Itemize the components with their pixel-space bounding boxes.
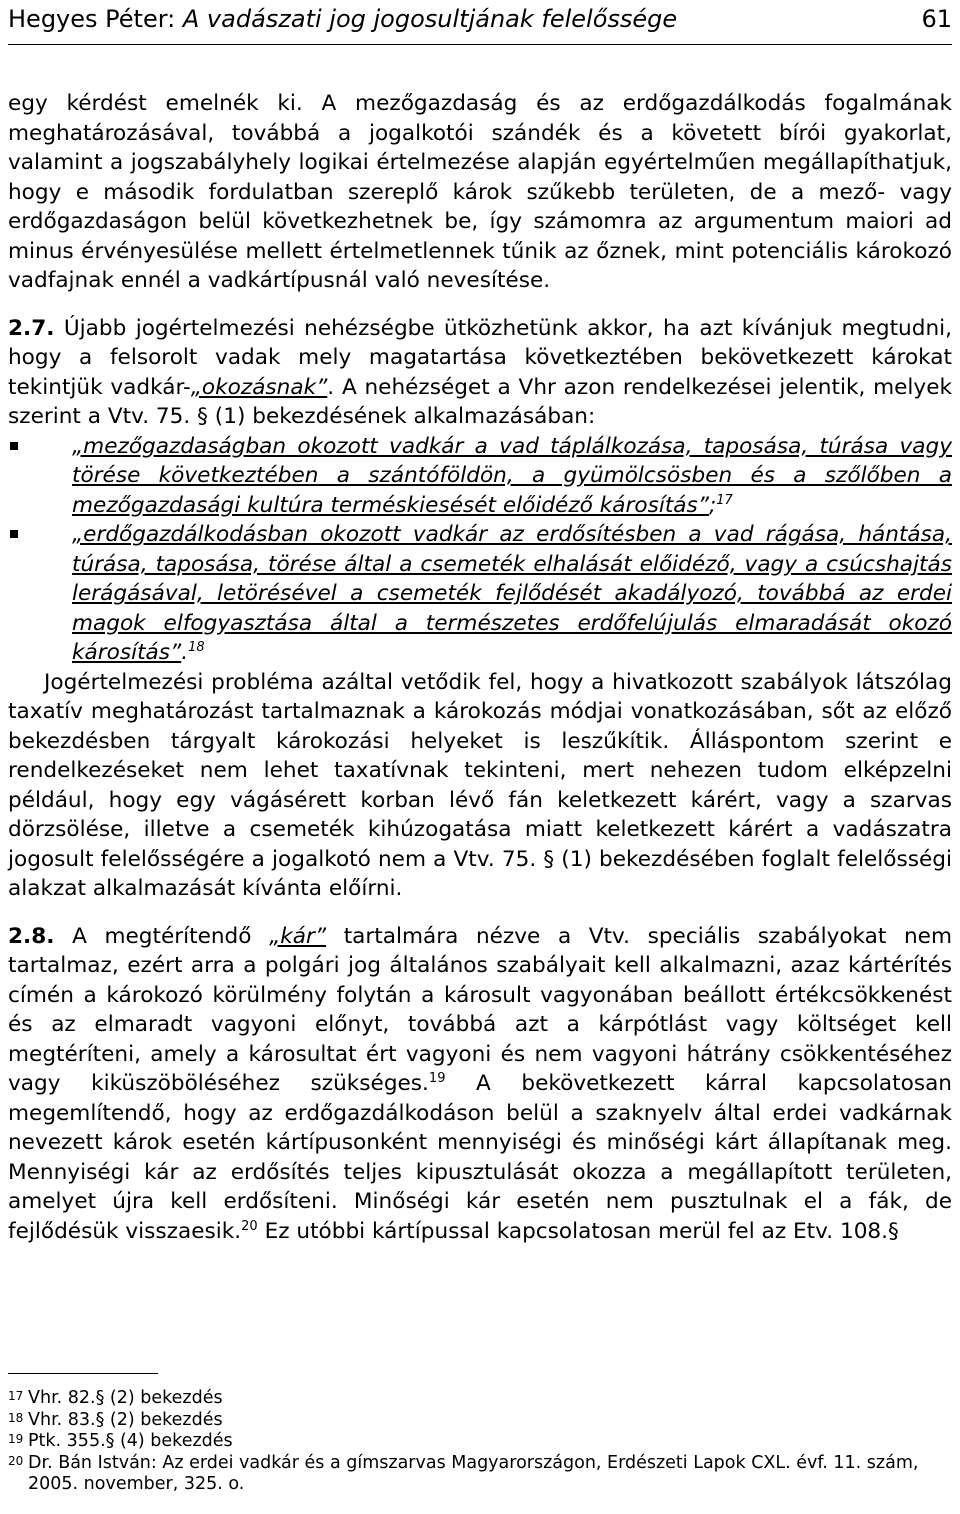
section-2-7 — [8, 314, 952, 432]
body-text — [8, 89, 952, 1246]
paragraph-3: Jogértelmezési probléma azáltal vetődik fel, hogy a hivatkozott szabályok látszólag taxatív meghatározást tartalmaznak a károkozás módjai vonatkozásában, sőt az előző bekezdésben tárgyalt károkozási helyeket is leszűkítik. Álláspontom szerint e rendelkezéseket nem lehet taxatívnak tekinteni, mert nehezen tudom elképzelni például, hogy egy vágásérett korban lévő fán keletkezett kárért, vagy a szarvas dörzsölése, illetve a csemeték kihúzogatása miatt keletkezett kárért a vadászatra jogosult felelősségére a jogalkotó nem a Vtv. 75. § (1) bekezdésében foglalt felelősségi alakzat alkalmazását kívánta előírni. — [8, 669, 952, 901]
emphasis-term: „kár” — [269, 923, 327, 949]
section-text: Ez utóbbi kártípussal kapcsolatosan merül fel az Etv. 108.§ — [257, 1218, 899, 1244]
footnote-ref[interactable]: 20 — [241, 1218, 258, 1234]
section-text: A megtérítendő — [54, 923, 270, 949]
running-title — [8, 2, 677, 36]
page-number: 61 — [921, 5, 952, 33]
footnote-separator — [8, 1373, 158, 1374]
footnote: 20 Dr. Bán István: Az erdei vadkár és a gímszarvas Magyarországon, Erdészeti Lapok CXL. évf. 11. szám, 2005. november, 325. o. — [8, 1452, 919, 1494]
footnote: 18 Vhr. 83.§ (2) bekezdés — [8, 1409, 223, 1430]
footnote-text: Vhr. 82.§ (2) bekezdés — [28, 1388, 223, 1408]
footnote-text: Ptk. 355.§ (4) bekezdés — [28, 1431, 233, 1451]
section-text: tartalmára nézve a Vtv. speciális szabályokat nem tartalmaz, ezért arra a polgári jog általános szabályait kell alkalmazni, azaz kártérítés címén a károkozó körülmény folytán a károsult vagyonában beállott értékcsökkenést és az elmaradt vagyoni előnyt, továbbá azt a kárpótlást vagy költséget kell megtéríteni, amely a károsultat ért vagyoni és nem vagyoni hátrány csökkentéséhez vagy kiküszöböléséhez szükséges. — [8, 923, 952, 1096]
section-text: Újabb jogértelmezési nehézségbe ütközhetünk akkor, ha azt kívánjuk megtudni, hogy a felsorolt vadak mely magatartása következtében bekövetkezett károkat tekintjük vadkár- — [8, 315, 952, 400]
definition-tail: . — [181, 640, 189, 665]
square-bullet-icon — [10, 530, 18, 538]
quoted-definitions-list — [8, 432, 952, 668]
footnote-ref[interactable]: 17 — [716, 492, 733, 508]
footnote-text: Dr. Bán István: Az erdei vadkár és a gímszarvas Magyarországon, Erdészeti Lapok CXL. évf. 11. szám, 2005. november, 325. o. — [28, 1452, 919, 1494]
section-text: A bekövetkezett kárral kapcsolatosan megemlítendő, hogy az erdőgazdálkodáson belül a szaknyelv által erdei vadkárnak nevezett károk esetén kártípusonként mennyiségi és minőségi kárt állapítanak meg. Mennyiségi kár az erdősítés teljes kipusztulását okozza a megállapított területen, amelyet újra kell erdősíteni. Minőségi kár esetén nem pusztulnak el a fák, de fejlődésük visszaesik. — [8, 1071, 952, 1244]
section-number: 2.8. — [8, 923, 55, 949]
footnote: 17 Vhr. 82.§ (2) bekezdés — [8, 1388, 223, 1408]
square-bullet-icon — [10, 442, 18, 450]
list-item — [8, 520, 952, 668]
emphasis-term: „okozásnak” — [190, 374, 328, 400]
section-2-8 — [8, 922, 952, 1247]
definition-text: „mezőgazdaságban okozott vadkár a vad táplálkozása, taposása, túrása vagy törése következtében a szántóföldön, a gyümölcsösben és a szőlőben a mezőgazdasági kultúra terméskiesését előidéző károsítás” — [72, 433, 952, 518]
section-text: . A nehézséget a Vhr azon rendelkezései jelentik, melyek szerint a Vtv. 75. § (1) bekezdésének alkalmazásában: — [8, 374, 953, 429]
definition-tail: ; — [708, 492, 717, 518]
header-author: Hegyes Péter: — [8, 5, 183, 33]
footnote-text: Vhr. 83.§ (2) bekezdés — [28, 1409, 223, 1430]
definition-text: „erdőgazdálkodásban okozott vadkár az erdősítésben a vad rágása, hántása, túrása, taposása, törése által a csemeték elhalását előidéző, vagy a csúcshajtás lerágásával, letörésével a csemeték fejlődését akadályozó, továbbá az erdei magok elfogyasztása által a természetes erdőfelújulás elmaradását okozó károsítás” — [72, 522, 952, 665]
page-header — [8, 0, 952, 45]
section-number: 2.7. — [8, 315, 55, 341]
footnote-ref[interactable]: 18 — [188, 639, 205, 655]
footnotes — [8, 1388, 952, 1496]
list-item — [8, 432, 952, 521]
header-title: A vadászati jog jogosultjának felelőssége — [182, 5, 678, 33]
paragraph-1: egy kérdést emelnék ki. A mezőgazdaság és az erdőgazdálkodás fogalmának meghatározásával, továbbá a jogalkotói szándék és a követett bírói gyakorlat, valamint a jogszabályhely logikai értelmezése alapján egyértelműen megállapíthatjuk, hogy e második fordulatban szereplő károk szűkebb területen, de a mező- vagy erdőgazdaságon belül következhetnek be, így számomra az argumentum maiori ad minus érvényesülése mellett értelmetlennek tűnik az őznek, mint potenciális károkozó vadfajnak ennél a vadkártípusnál való nevesítése. — [8, 91, 952, 293]
footnote-ref[interactable]: 19 — [428, 1070, 446, 1086]
footnote: 19 Ptk. 355.§ (4) bekezdés — [8, 1431, 233, 1451]
